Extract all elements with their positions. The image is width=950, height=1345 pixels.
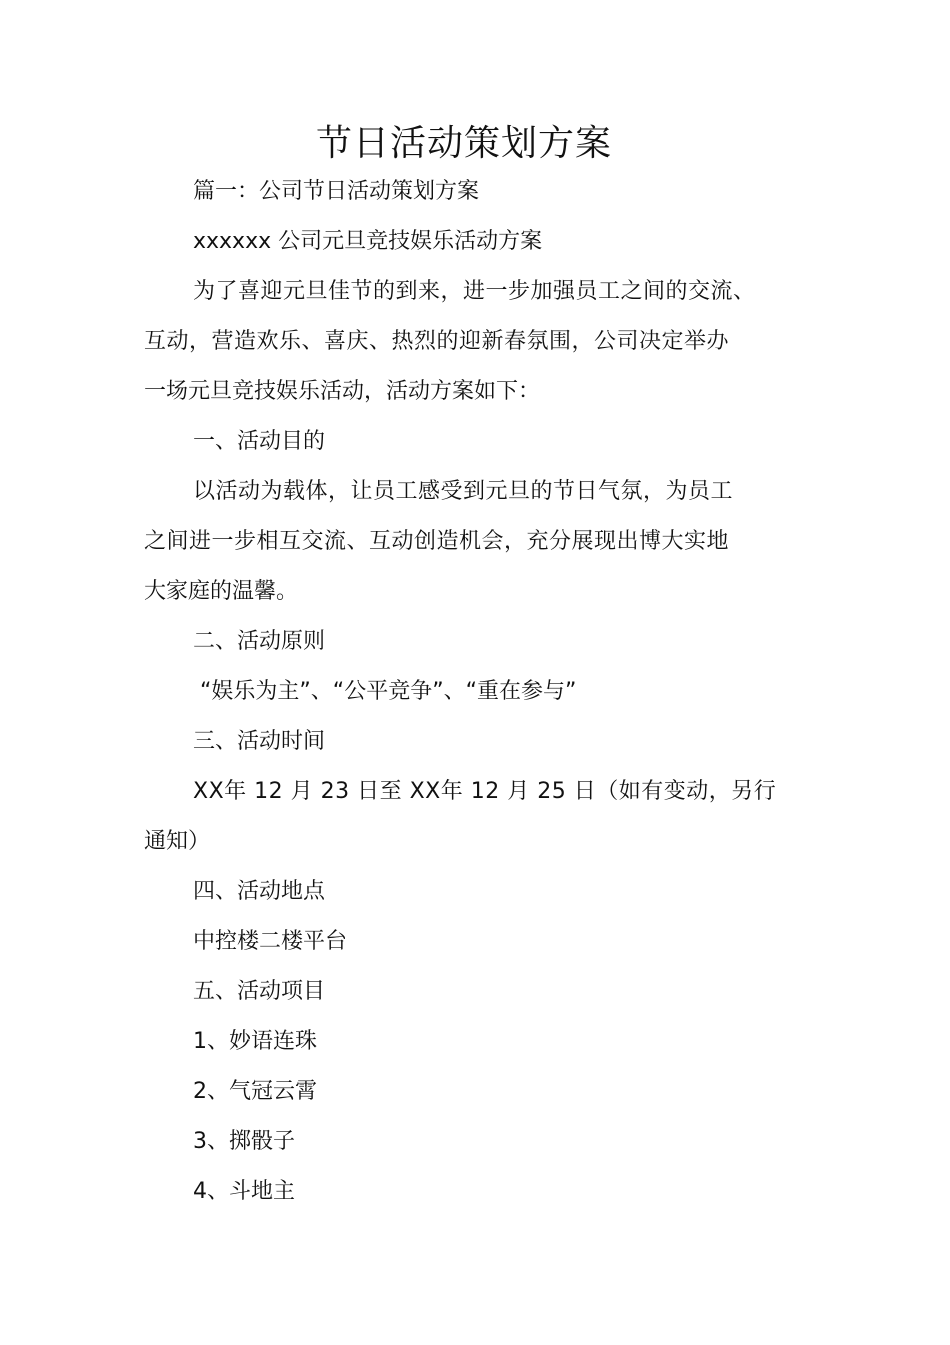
- list-item: 4、斗地主: [193, 1179, 295, 1204]
- section-heading-items: 五、活动项目: [193, 979, 326, 1004]
- list-item: 2、气冠云霄: [193, 1079, 317, 1104]
- section-heading-part-one: 篇一：公司节日活动策划方案: [193, 179, 480, 204]
- section-heading-time: 三、活动时间: [193, 729, 326, 754]
- paragraph-line: 之间进一步相互交流、互动创造机会，充分展现出博大实地: [144, 529, 730, 554]
- subtitle-line: xxxxxx 公司元旦竞技娱乐活动方案: [193, 229, 543, 254]
- list-item: 3、掷骰子: [193, 1129, 295, 1154]
- time-line: XX年 12 月 23 日至 XX年 12 月 25 日（如有变动，另行: [193, 779, 777, 804]
- paragraph-line: 为了喜迎元旦佳节的到来，进一步加强员工之间的交流、: [193, 279, 756, 304]
- principles-line: “娱乐为主”、“公平竞争”、“重在参与”: [200, 679, 577, 704]
- section-heading-location: 四、活动地点: [193, 879, 326, 904]
- section-heading-purpose: 一、活动目的: [193, 429, 326, 454]
- document-title: 节日活动策划方案: [315, 123, 612, 164]
- list-item: 1、妙语连珠: [193, 1029, 317, 1054]
- paragraph-line: 一场元旦竞技娱乐活动，活动方案如下：: [144, 379, 541, 404]
- section-heading-principles: 二、活动原则: [193, 629, 326, 654]
- paragraph-line: 互动，营造欢乐、喜庆、热烈的迎新春氛围，公司决定举办: [144, 329, 730, 354]
- time-line-continued: 通知）: [144, 829, 211, 854]
- paragraph-line: 以活动为载体，让员工感受到元旦的节日气氛，为员工: [193, 479, 734, 504]
- paragraph-line: 大家庭的温馨。: [144, 579, 299, 604]
- location-line: 中控楼二楼平台: [193, 929, 348, 954]
